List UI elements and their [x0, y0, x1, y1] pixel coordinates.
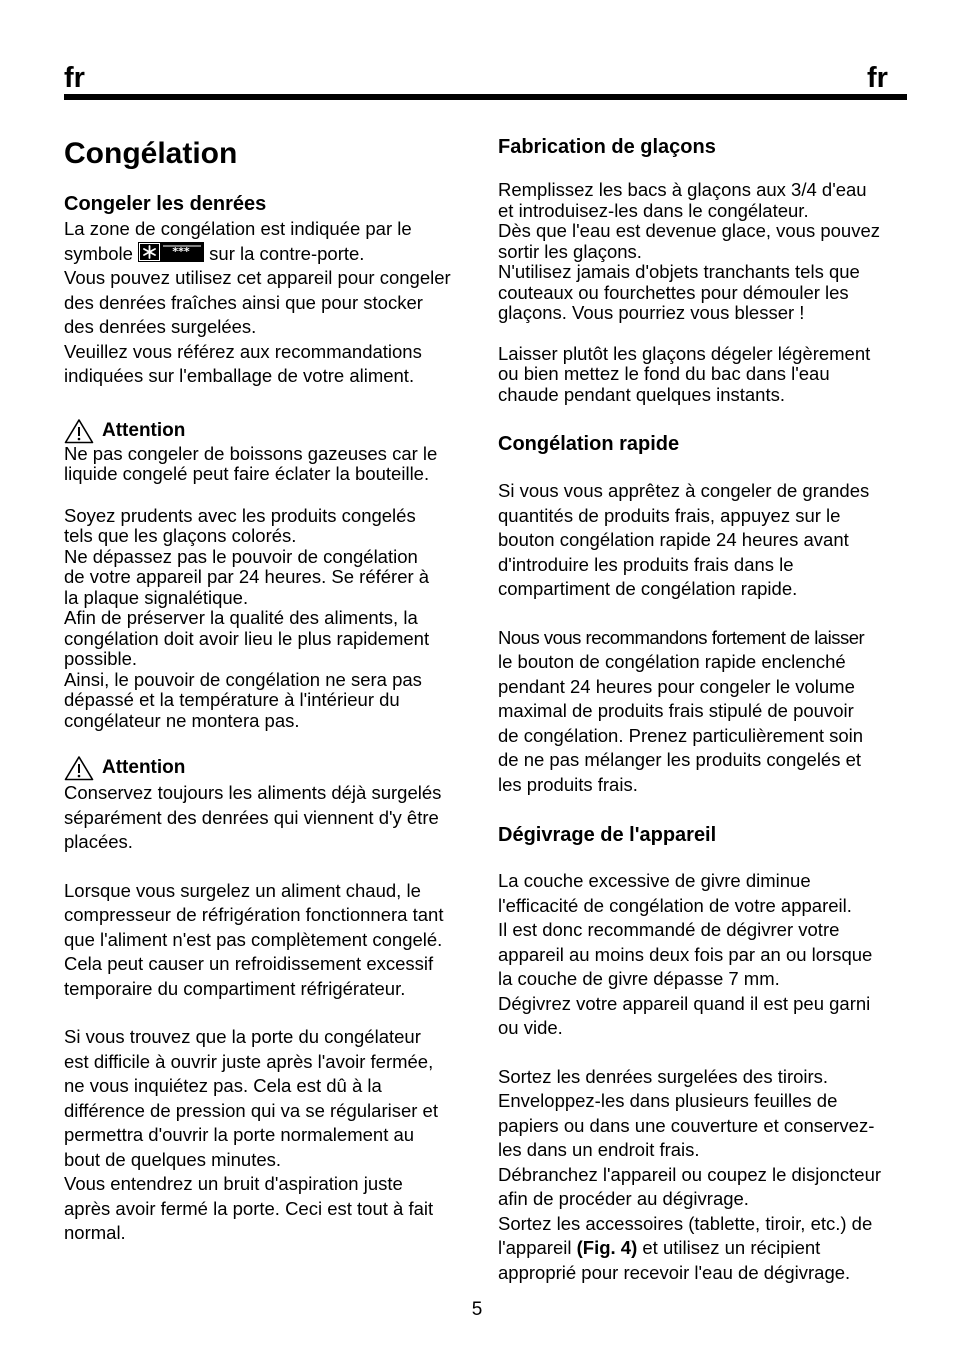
warning-triangle-icon — [64, 418, 94, 444]
language-label-right: fr — [867, 62, 888, 94]
paragraph-rapid-2: Nous vous recommandons fortement de laisser le bouton de congélation rapide enclenché pendant 24 heures pour congeler le volume maximal de produits frais stipulé de pouvoir de congélation. Prenez particulièrement soin de ne pas mélanger les produits congelés et les produits frais. — [498, 626, 865, 795]
attention-heading-1 — [64, 418, 474, 444]
paragraph-defrost-1: La couche excessive de givre diminue l'efficacité de congélation de votre appareil. Il est donc recommandé de dégivrer votre appareil au moins deux fois par an ou lorsque la couche de givre dépasse 7 mm. Dégivrez votre appareil quand il est peu garni ou vide. — [498, 870, 873, 1038]
attention-heading-2 — [64, 755, 474, 781]
header-rule — [64, 94, 907, 100]
warning-triangle-icon — [64, 755, 94, 781]
paragraph-intro: La zone de congélation est indiquée par le symbole *** sur la contre-porte. Vous pouvez utilisez cet appareil pour congeler des denrées fraîches ainsi que pour stocker des denrées surgelées. Veuillez vous référez aux recommandations indiquées sur l'emballage de votre aliment. — [64, 218, 451, 386]
page-title: Congélation — [64, 137, 238, 170]
svg-text:***: *** — [172, 244, 190, 258]
attention-label: Attention — [102, 757, 186, 778]
figure-reference: (Fig. 4) — [576, 1237, 638, 1258]
freezer-star-symbol-icon — [138, 242, 204, 262]
attention-text-2: Conservez toujours les aliments déjà surgelés séparément des denrées qui viennent d'y être placées. — [64, 782, 442, 852]
language-label-left: fr — [64, 62, 85, 94]
paragraph-precautions: Soyez prudents avec les produits congelés tels que les glaçons colorés. Ne dépassez pas le pouvoir de congélation de votre appareil par 24 heures. Se référer à la plaque signalétique. Afin de préserver la qualité des aliments, la congélation doit avoir lieu le plus rapidement possible. Ainsi, le pouvoir de congélation ne sera pas dépassé et la température à l'intérieur du congélateur ne montera pas. — [64, 504, 430, 731]
section-heading-rapid: Congélation rapide — [498, 433, 680, 455]
paragraph-rapid-1: Si vous vous apprêtez à congeler de grandes quantités de produits frais, appuyez sur le bouton congélation rapide 24 heures avant d'introduire les produits frais dans le compartiment de congélation rapide. — [498, 480, 870, 599]
attention-label: Attention — [102, 419, 186, 441]
page-number: 5 — [471, 1299, 483, 1320]
paragraph-defrost-2: Sortez les denrées surgelées des tiroirs. Enveloppez-les dans plusieurs feuilles de papiers ou dans une couverture et conservez- les dans un endroit frais. Débranchez l'appareil ou coupez le disjoncteur afin de procéder au dégivrage. Sortez les accessoires (tablette, tiroir, etc.) de l'appareil (Fig. 4) et utilisez un récipient approprié pour recevoir l'eau de dégivrage. — [498, 1065, 882, 1283]
section-heading-congeler: Congeler les denrées — [64, 193, 267, 215]
left-column — [64, 126, 474, 1246]
attention-text-1: Ne pas congeler de boissons gazeuses car le liquide congelé peut faire éclater la bouteille. — [64, 442, 438, 484]
section-heading-defrost: Dégivrage de l'appareil — [498, 824, 717, 846]
paragraph-ice-1: Remplissez les bacs à glaçons aux 3/4 d'eau et introduisez-les dans le congélateur. Dès que l'eau est devenue glace, vous pouvez sortir les glaçons. N'utilisez jamais d'objets tranchants tels que couteaux ou fourchettes pour démouler les glaçons. Vous pourriez vous blesser ! — [498, 179, 881, 323]
paragraph-ice-2: Laisser plutôt les glaçons dégeler légèrement ou bien mettez le fond du bac dans l'eau chaude pendant quelques instants. — [498, 342, 871, 405]
paragraph-hot-food: Lorsque vous surgelez un aliment chaud, le compresseur de réfrigération fonctionnera tant que l'aliment n'est pas complètement congelé. Cela peut causer un refroidissement excessif temporaire du compartiment réfrigérateur. — [64, 879, 444, 999]
right-column — [498, 126, 910, 1285]
section-heading-ice: Fabrication de glaçons — [498, 136, 716, 158]
paragraph-door: Si vous trouvez que la porte du congélateur est difficile à ouvrir juste après l'avoir fermée, ne vous inquiétez pas. Cela est dû à la différence de pression qui va se régulariser et permettra d'ouvrir la porte normalement au bout de quelques minutes. Vous entendrez un bruit d'aspiration juste après avoir fermé la porte. Ceci est tout à fait normal. — [64, 1026, 438, 1243]
